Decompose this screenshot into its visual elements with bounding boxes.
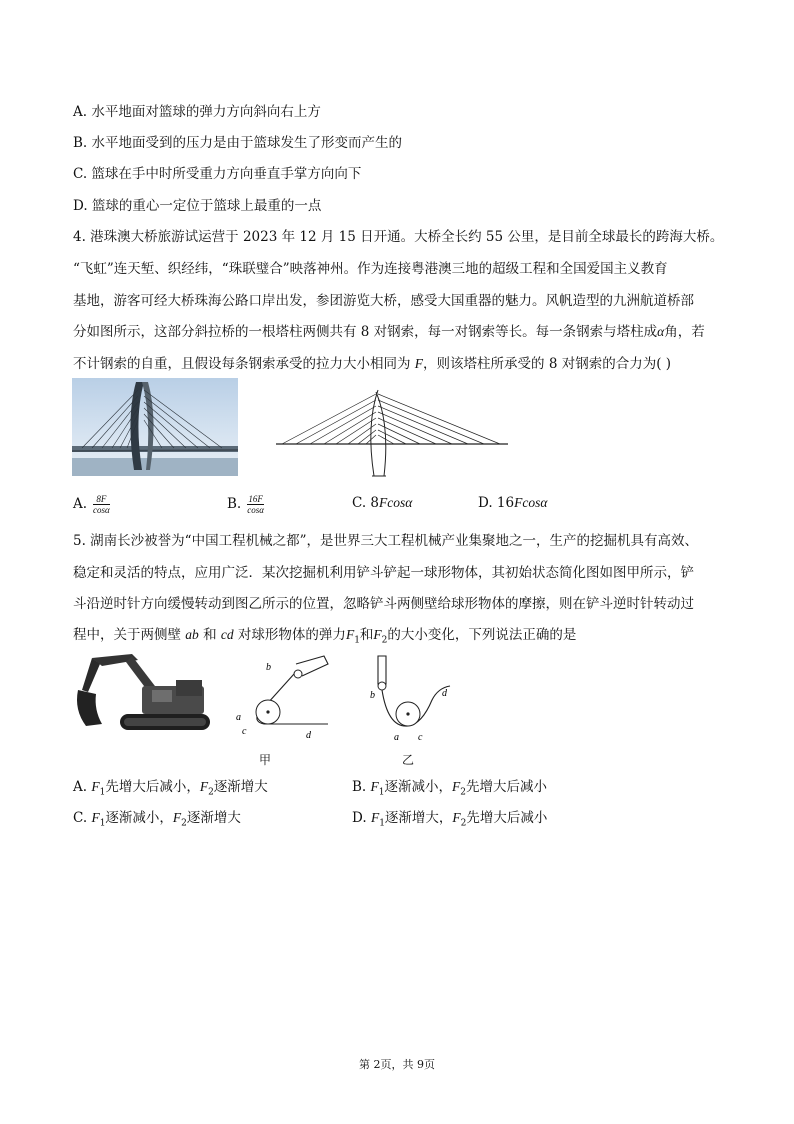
q4-option-a: A. $\frac{8F}{\cos\alpha}$ (73, 494, 110, 515)
label-a-yi: a (394, 732, 399, 743)
caption-yi: 乙 (402, 753, 415, 767)
caption-jia: 甲 (259, 753, 272, 767)
q3-option-d: D. 篮球的重心一定位于篮球上最重的一点 (73, 198, 322, 214)
q5-stem-line2: 稳定和灵活的特点，应用广泛．某次挖掘机利用铲斗铲起一球形物体，其初始状态简化图如图甲所示，铲 (73, 565, 694, 581)
label-b-yi: b (370, 690, 375, 701)
label-b-jia: b (266, 662, 271, 673)
bucket-diagram-yi (360, 650, 460, 746)
page-footer: 第 2页，共 9页 (359, 1058, 435, 1071)
label-d-jia: d (306, 730, 311, 741)
q4-option-b: B. $\frac{16F}{\cos\alpha}$ (227, 494, 264, 515)
q5-stem-line3: 斗沿逆时针方向缓慢转动到图乙所示的位置，忽略铲斗两侧壁给球形物体的摩擦，则在铲斗逆时针转动过 (73, 596, 694, 612)
q5-option-c: C. $F_1$逐渐减小，$F_2$逐渐增大 (73, 810, 241, 829)
q4-option-d: D. 16Fcosα (478, 495, 548, 511)
q5-stem-line1: 5. 湖南长沙被誉为“中国工程机械之都”，是世界三大工程机械产业集聚地之一，生产的挖掘机具有高效、 (73, 533, 698, 549)
q3-option-b: B. 水平地面受到的压力是由于篮球发生了形变而产生的 (73, 135, 403, 151)
q5-option-a: A. $F_1$先增大后减小，$F_2$逐渐增大 (73, 779, 268, 798)
q5-option-b: B. $F_1$逐渐减小，$F_2$先增大后减小 (352, 779, 547, 798)
q4-stem-line5: 不计钢索的自重，且假设每条钢索承受的拉力大小相同为 F，则该塔柱所承受的 8 对钢索的合力为( ) (73, 356, 672, 372)
q3-option-a: A. 水平地面对篮球的弹力方向斜向右上方 (73, 104, 321, 120)
q4-stem-line2: “飞虹”连天堑、织经纬，“珠联璧合”映落神州。作为连接粤港澳三地的超级工程和全国爱国主义教育 (73, 261, 668, 277)
label-c-jia: c (242, 726, 247, 737)
bridge-photo (72, 378, 238, 476)
label-a-jia: a (236, 712, 241, 723)
label-c-yi: c (418, 732, 423, 743)
q4-stem-line1: 4. 港珠澳大桥旅游试运营于 2023 年 12 月 15 日开通。大桥全长约 55 公里，是目前全球最长的跨海大桥。 (73, 229, 724, 245)
bucket-diagram-jia (230, 650, 338, 746)
q4-stem-line4: 分如图所示，这部分斜拉桥的一根塔柱两侧共有 8 对钢索，每一对钢索等长。每一条钢索与塔柱成α角，若 (73, 324, 705, 340)
label-d-yi: d (442, 688, 447, 699)
q3-option-c: C. 篮球在手中时所受重力方向垂直手掌方向向下 (73, 166, 362, 182)
excavator-photo (72, 650, 212, 736)
bridge-diagram (272, 380, 512, 478)
q5-option-d: D. $F_1$逐渐增大，$F_2$先增大后减小 (352, 810, 548, 829)
q4-option-c: C. 8Fcosα (352, 495, 413, 511)
q4-stem-line3: 基地，游客可经大桥珠海公路口岸出发，参团游览大桥，感受大国重器的魅力。风帆造型的九洲航道桥部 (73, 293, 694, 309)
q5-stem-line4: 程中，关于两侧壁 ab 和 cd 对球形物体的弹力$F_1$和$F_2$的大小变化，下列说法正确的是 (73, 627, 577, 646)
